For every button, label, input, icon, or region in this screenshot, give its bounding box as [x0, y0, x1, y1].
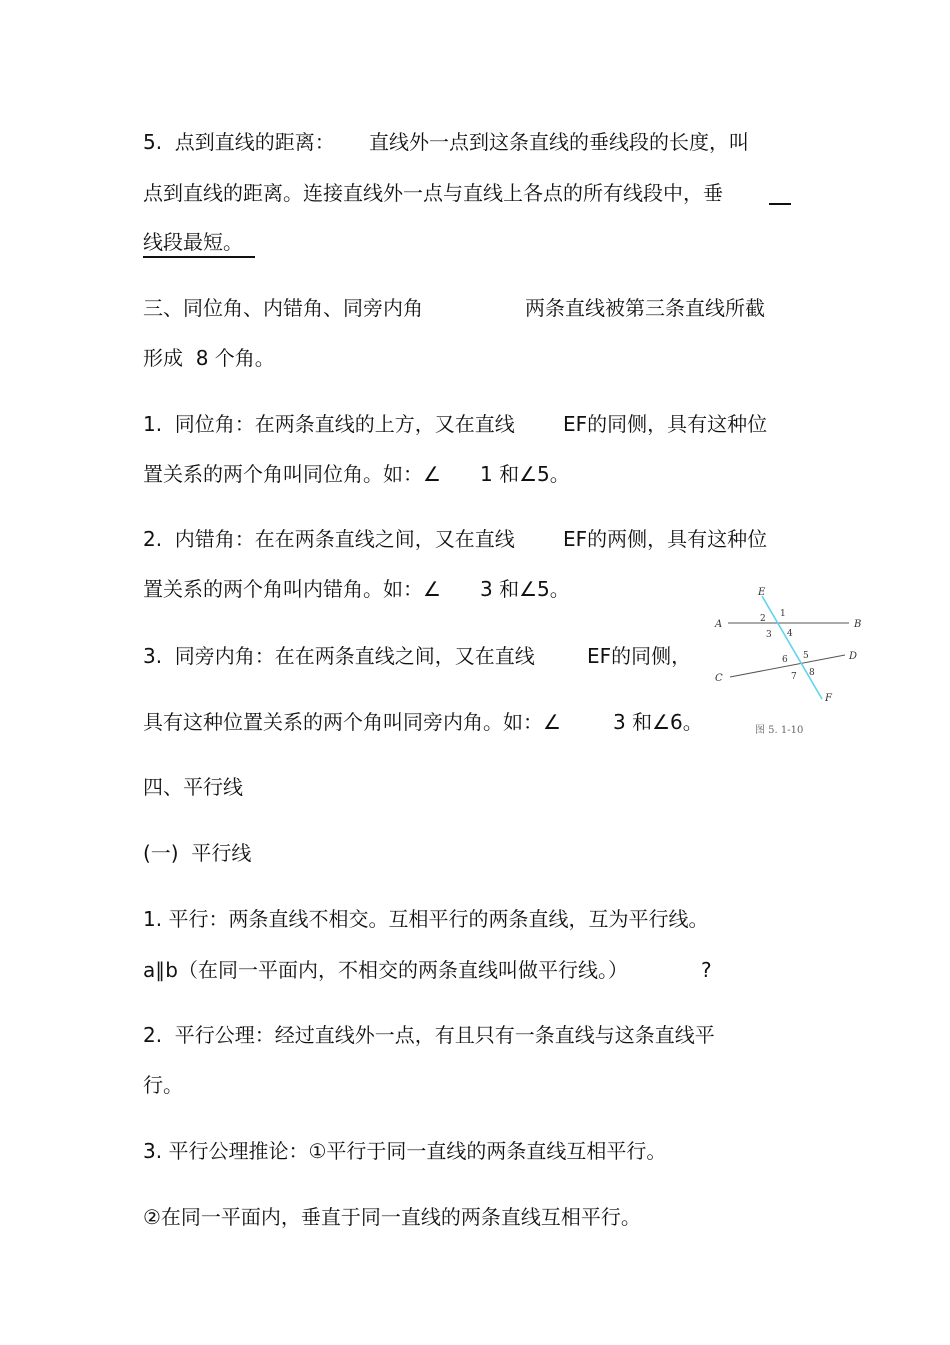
- text-line: 行。: [143, 1073, 183, 1097]
- text-line: 3 和∠6。: [613, 710, 703, 734]
- text-line: EF的同侧，: [587, 644, 692, 668]
- text-line: 置关系的两个角叫内错角。如：∠: [143, 577, 441, 601]
- text-line: 直线外一点到这条直线的垂线段的长度，叫: [369, 130, 749, 154]
- angle-label-2: 2: [760, 614, 766, 624]
- text-line: a∥b（在同一平面内，不相交的两条直线叫做平行线。）: [143, 958, 628, 982]
- text-line: 形成 8 个角。: [143, 346, 275, 370]
- label-b: B: [854, 619, 862, 630]
- text-line: EF的两侧，具有这种位: [563, 527, 768, 551]
- text-line: 两条直线被第三条直线所截: [525, 296, 765, 320]
- angle-label-5: 5: [803, 651, 809, 661]
- angle-label-8: 8: [809, 668, 815, 678]
- line-ef: [762, 596, 822, 699]
- angle-label-7: 7: [791, 672, 797, 682]
- section-heading: 四、平行线: [143, 775, 243, 799]
- label-f: F: [825, 693, 832, 704]
- text-line: 3. 同旁内角：在在两条直线之间，又在直线: [143, 644, 535, 668]
- text-line: 5. 点到直线的距离：: [143, 130, 335, 154]
- angle-label-6: 6: [782, 655, 788, 665]
- underline-mark: [769, 203, 791, 205]
- subsection-heading: (一) 平行线: [143, 841, 252, 865]
- label-e: E: [758, 587, 766, 598]
- angle-label-1: 1: [780, 609, 786, 619]
- figure-caption: 图 5. 1-10: [755, 725, 804, 736]
- text-line: 3. 平行公理推论：①平行于同一直线的两条直线互相平行。: [143, 1139, 667, 1163]
- label-a: A: [715, 619, 723, 630]
- section-heading: 三、同位角、内错角、同旁内角: [143, 296, 423, 320]
- text-line: 2. 内错角：在在两条直线之间，又在直线: [143, 527, 515, 551]
- text-line: 2. 平行公理：经过直线外一点，有且只有一条直线与这条直线平: [143, 1023, 715, 1047]
- text-line: 1. 平行：两条直线不相交。互相平行的两条直线，互为平行线。: [143, 907, 709, 931]
- text-line: 1. 同位角：在两条直线的上方，又在直线: [143, 412, 515, 436]
- text-line: ?: [701, 958, 712, 982]
- text-line: 3 和∠5。: [480, 577, 570, 601]
- text-line: 1 和∠5。: [480, 462, 570, 486]
- text-line: 置关系的两个角叫同位角。如：∠: [143, 462, 441, 486]
- text-line-underlined: 线段最短。: [143, 228, 255, 258]
- text-line: ②在同一平面内，垂直于同一直线的两条直线互相平行。: [143, 1205, 641, 1229]
- angle-label-3: 3: [766, 630, 772, 640]
- label-d: D: [849, 651, 858, 662]
- text-line: 具有这种位置关系的两个角叫同旁内角。如：∠: [143, 710, 561, 734]
- angle-figure: [712, 585, 872, 740]
- text-line: 点到直线的距离。连接直线外一点与直线上各点的所有线段中，垂: [143, 181, 723, 205]
- angle-label-4: 4: [787, 629, 793, 639]
- text-line: EF的同侧，具有这种位: [563, 412, 768, 436]
- label-c: C: [715, 673, 723, 684]
